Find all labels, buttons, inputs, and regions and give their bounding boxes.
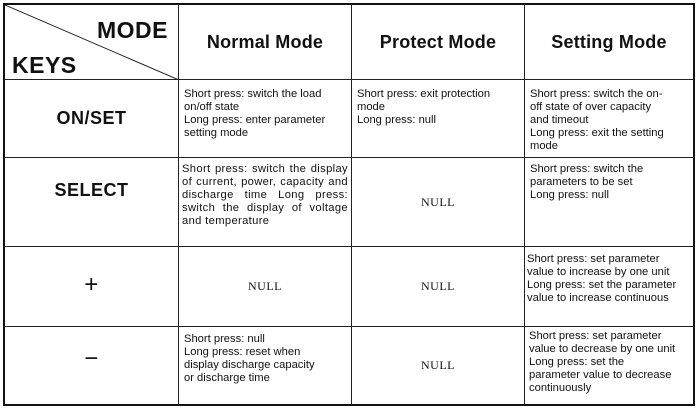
plus-normal-cell: NULL xyxy=(179,247,352,327)
minus-protect-cell: NULL xyxy=(352,327,525,404)
on-set-normal-cell: Short press: switch the load on/off state Long press: enter parameter setting mode xyxy=(179,80,352,158)
select-normal-cell: Short press: switch the display of current, power, capacity and discharge time Long press: switch the display of voltage and temperature xyxy=(179,158,352,247)
header-normal-mode: Normal Mode xyxy=(179,5,352,80)
key-on-set: ON/SET xyxy=(5,80,179,158)
select-protect-cell: NULL xyxy=(352,158,525,247)
key-minus: − xyxy=(5,327,179,404)
key-plus: + xyxy=(5,247,179,327)
on-set-protect-cell: Short press: exit protection mode Long press: null xyxy=(352,80,525,158)
key-mode-table xyxy=(3,3,695,406)
header-setting-mode: Setting Mode xyxy=(525,5,693,80)
plus-protect-cell: NULL xyxy=(352,247,525,327)
minus-setting-cell: Short press: set parameter value to decrease by one unit Long press: set the parameter value to decrease continuously xyxy=(529,330,676,394)
keys-corner-label: KEYS xyxy=(12,52,77,78)
plus-setting-cell: Short press: set parameter value to increase by one unit Long press: set the parameter value to increase continuous xyxy=(525,247,693,327)
mode-corner-label: MODE xyxy=(97,17,168,43)
minus-normal-cell: Short press: null Long press: reset when display discharge capacity or discharge time xyxy=(179,327,352,404)
header-protect-mode: Protect Mode xyxy=(352,5,525,80)
key-select: SELECT xyxy=(5,158,179,247)
corner-header-cell xyxy=(5,5,179,80)
on-set-setting-cell: Short press: switch the on- off state of over capacity and timeout Long press: exit the setting mode xyxy=(525,80,693,158)
select-setting-cell: Short press: switch the parameters to be set Long press: null xyxy=(525,158,693,247)
